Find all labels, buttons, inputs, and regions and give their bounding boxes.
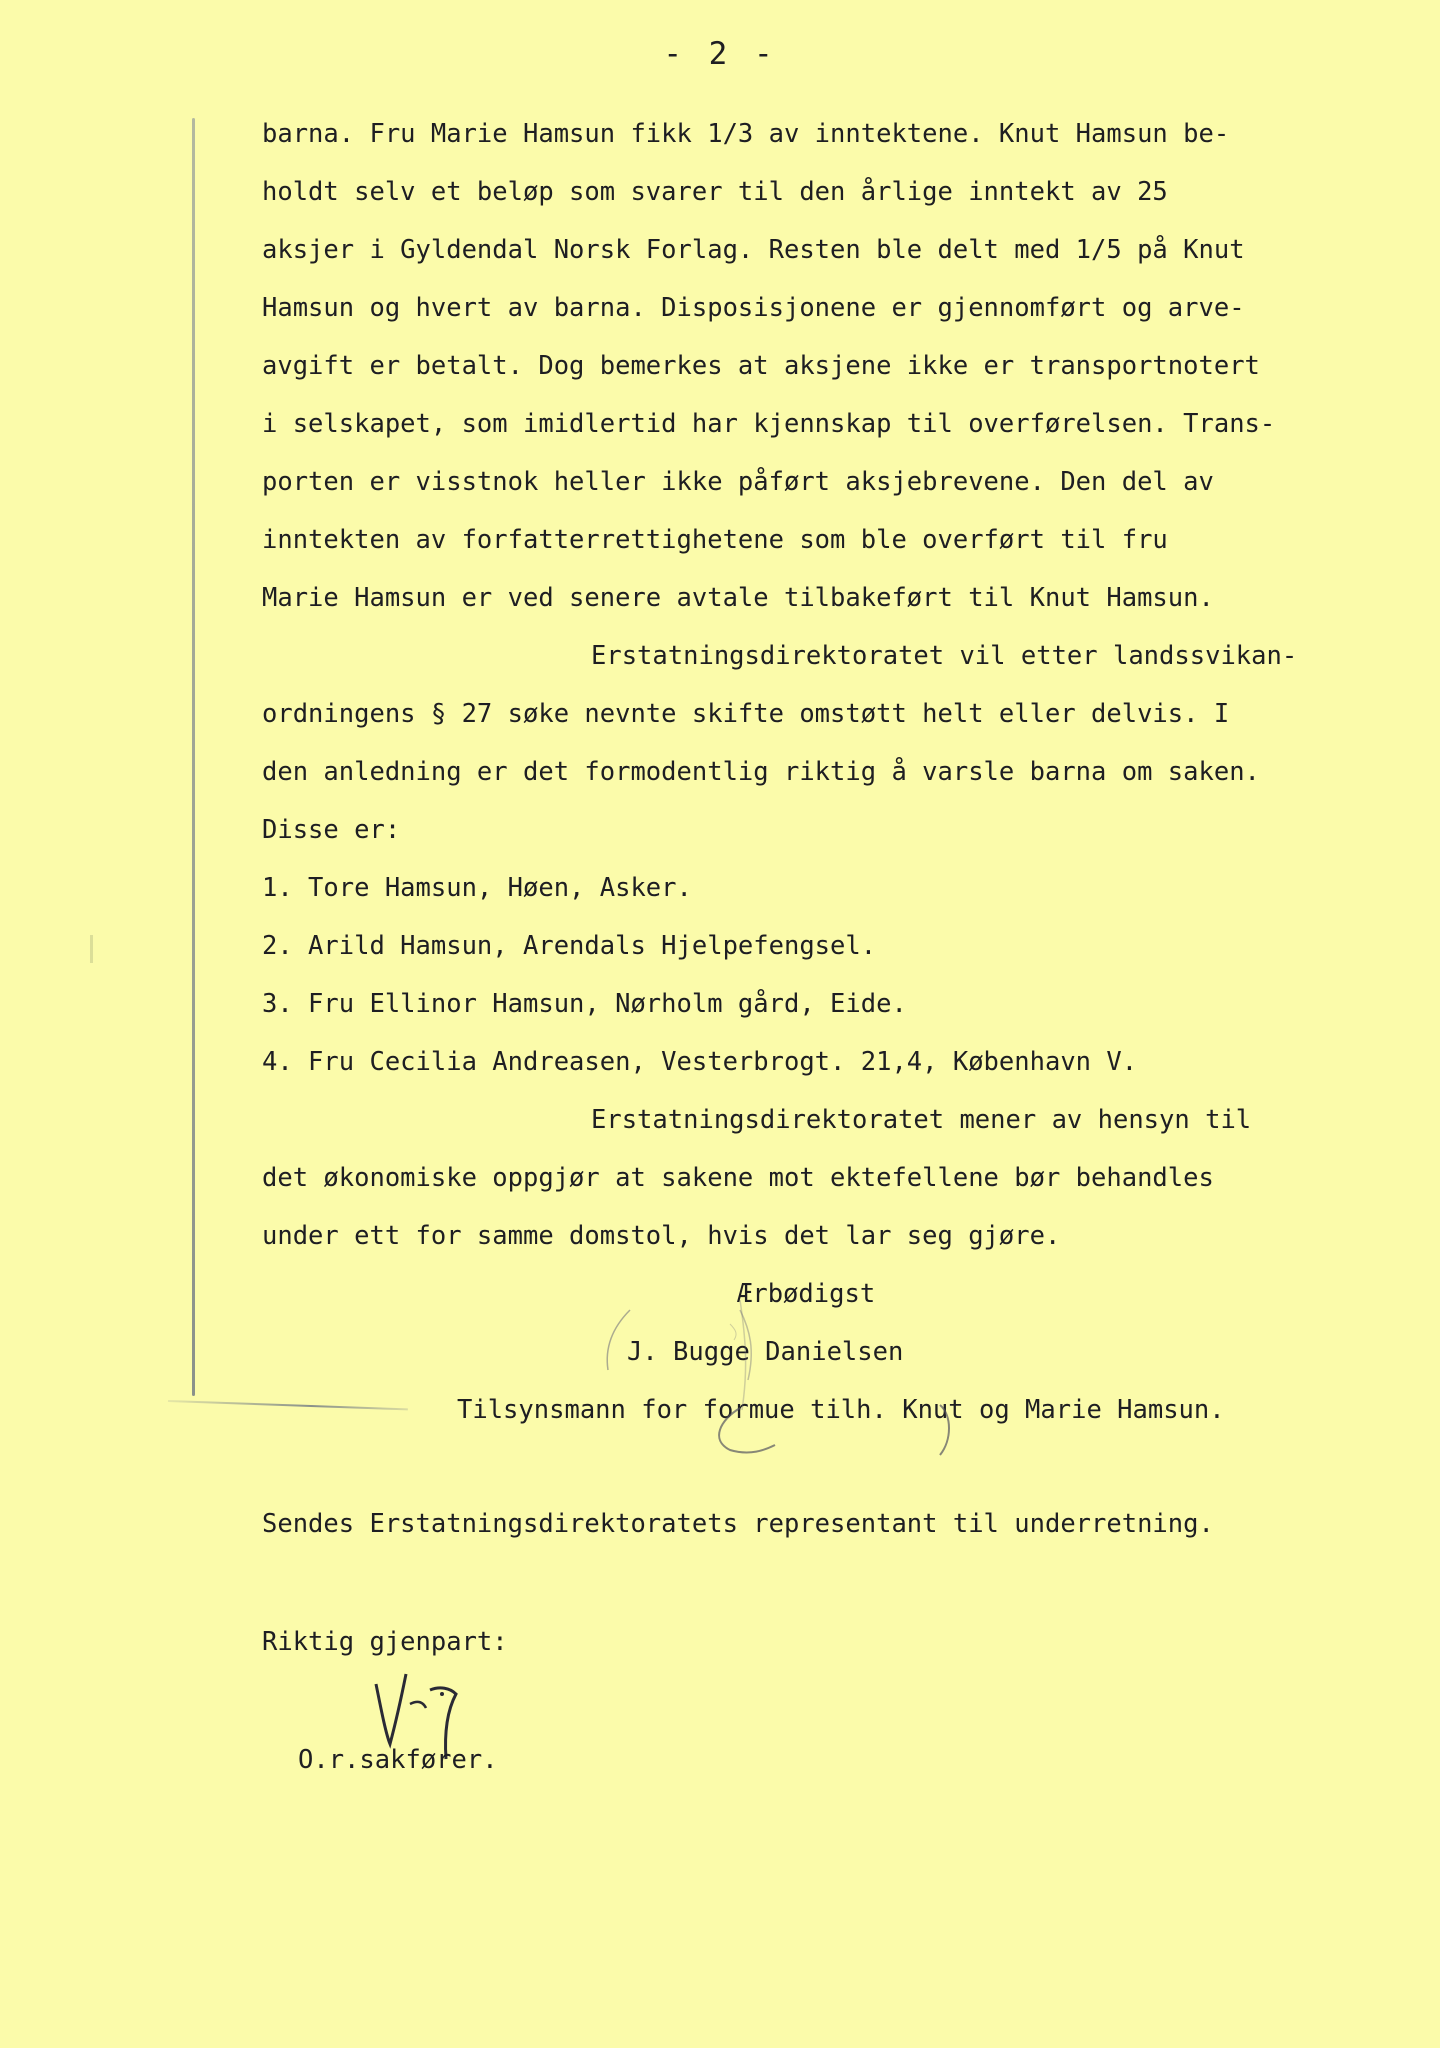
body-line: den anledning er det formodentlig riktig å varsle barna om saken. xyxy=(262,757,1260,787)
list-item: 4. Fru Cecilia Andreasen, Vesterbrogt. 21,4, København V. xyxy=(262,1047,1138,1077)
margin-pencil-line xyxy=(192,118,195,1396)
body-line: Erstatningsdirektoratet mener av hensyn til xyxy=(591,1105,1252,1135)
body-line: ordningens § 27 søke nevnte skifte omstøtt helt eller delvis. I xyxy=(262,699,1230,729)
certification-label: Riktig gjenpart: xyxy=(262,1627,508,1657)
body-line: avgift er betalt. Dog bemerkes at aksjene ikke er transportnotert xyxy=(262,351,1260,381)
body-line: porten er visstnok heller ikke påført aksjebrevene. Den del av xyxy=(262,467,1214,497)
side-mark xyxy=(90,935,93,963)
list-item: 1. Tore Hamsun, Høen, Asker. xyxy=(262,873,692,903)
distribution-note: Sendes Erstatningsdirektoratets representant til underretning. xyxy=(262,1509,1214,1539)
body-line: i selskapet, som imidlertid har kjennskap til overførelsen. Trans- xyxy=(262,409,1276,439)
body-line: aksjer i Gyldendal Norsk Forlag. Resten ble delt med 1/5 på Knut xyxy=(262,235,1245,265)
margin-pencil-stroke xyxy=(168,1400,408,1410)
pencil-bracket-marks xyxy=(590,1300,990,1460)
list-item: 3. Fru Ellinor Hamsun, Nørholm gård, Eide. xyxy=(262,989,907,1019)
body-line: Marie Hamsun er ved senere avtale tilbakeført til Knut Hamsun. xyxy=(262,583,1214,613)
body-line: det økonomiske oppgjør at sakene mot ektefellene bør behandles xyxy=(262,1163,1214,1193)
body-line: Erstatningsdirektoratet vil etter landssvikan- xyxy=(591,641,1298,671)
signatory-role: Tilsynsmann for formue tilh. Knut og Marie Hamsun. xyxy=(457,1395,1225,1425)
page-number: - 2 - xyxy=(663,36,777,72)
closing-greeting: Ærbødigst xyxy=(737,1279,876,1309)
body-line: inntekten av forfatterrettighetene som ble overført til fru xyxy=(262,525,1168,555)
signatory-name: J. Bugge Danielsen xyxy=(627,1337,904,1367)
body-line: holdt selv et beløp som svarer til den årlige inntekt av 25 xyxy=(262,177,1168,207)
body-line: barna. Fru Marie Hamsun fikk 1/3 av inntektene. Knut Hamsun be- xyxy=(262,119,1230,149)
body-line: under ett for samme domstol, hvis det lar seg gjøre. xyxy=(262,1221,1061,1251)
body-line: Hamsun og hvert av barna. Disposisjonene er gjennomført og arve- xyxy=(262,293,1245,323)
list-item: 2. Arild Hamsun, Arendals Hjelpefengsel. xyxy=(262,931,877,961)
body-line: Disse er: xyxy=(262,815,401,845)
certification-signer: O.r.sakfører. xyxy=(298,1745,498,1775)
